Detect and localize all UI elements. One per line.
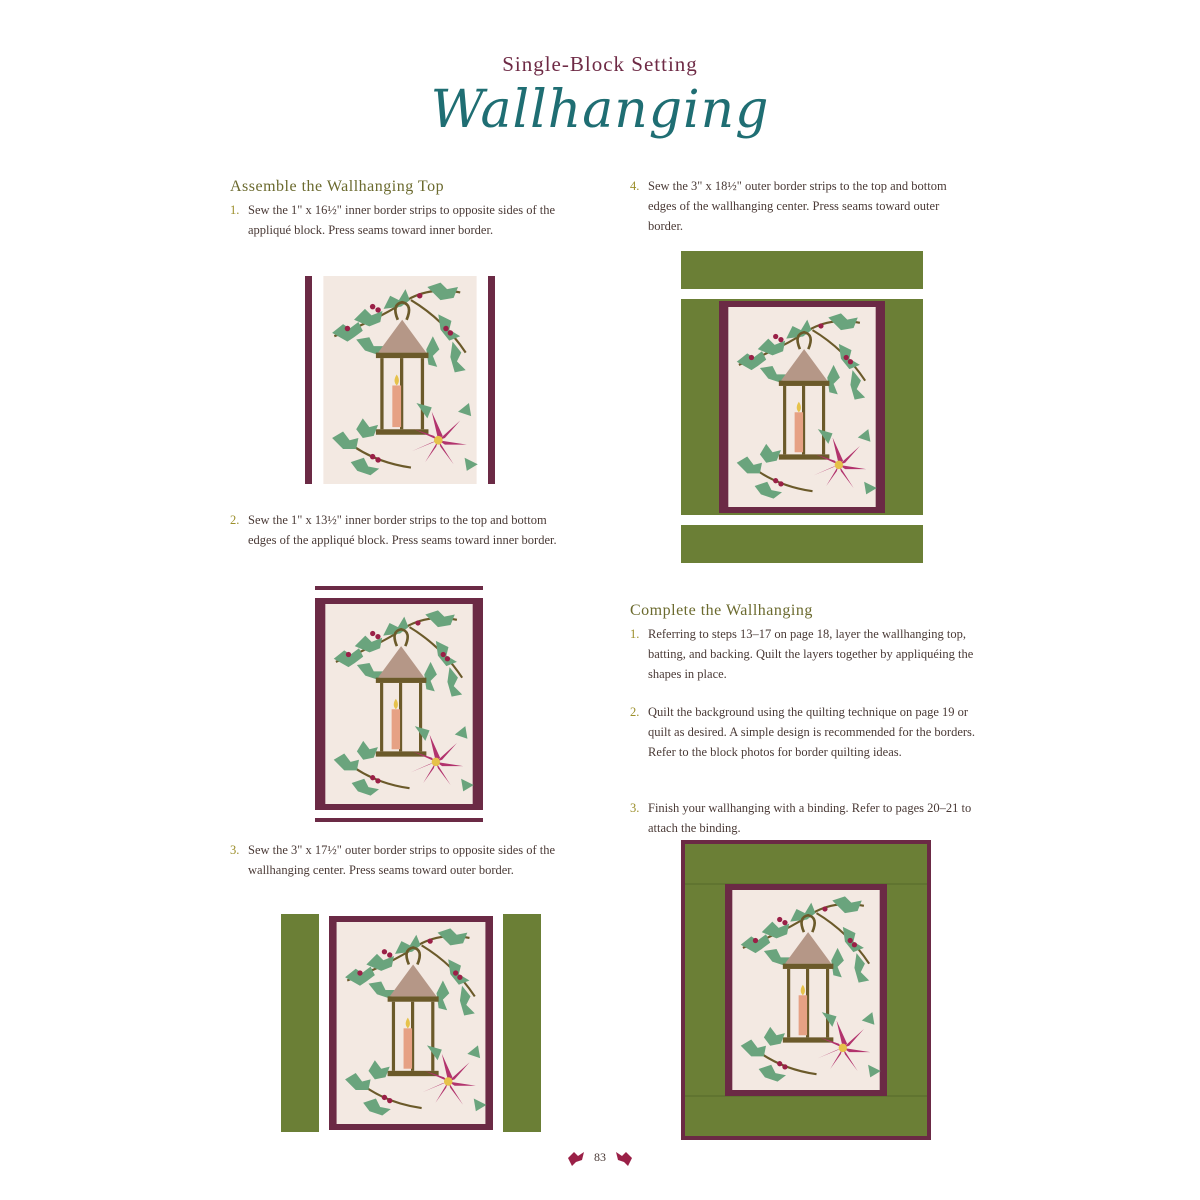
- assemble-step-2: [230, 510, 570, 570]
- step-number: 3.: [230, 843, 240, 857]
- page-number: 83: [594, 1150, 606, 1164]
- step-number: 1.: [630, 627, 640, 641]
- holly-leaf-right-icon: [614, 1150, 634, 1166]
- diagram-finished: [681, 840, 931, 1140]
- step-number: 3.: [630, 801, 640, 815]
- step-text: Referring to steps 13–17 on page 18, layer the wallhanging top, batting, and backing. Quilt the layers together by appliquéing the shapes in place.: [648, 627, 974, 681]
- step-text: Sew the 3" x 18½" outer border strips to the top and bottom edges of the wallhanging center. Press seams toward outer border.: [648, 179, 947, 233]
- assemble-heading: Assemble the Wallhanging Top: [230, 178, 445, 195]
- complete-step-2: [630, 702, 975, 782]
- diagram-step-4: [681, 251, 923, 563]
- complete-heading: Complete the Wallhanging: [630, 602, 813, 619]
- assemble-step-4: [630, 176, 975, 236]
- diagram-step-3: [281, 914, 541, 1132]
- step-number: 4.: [630, 179, 640, 193]
- step-number: 2.: [630, 705, 640, 719]
- step-number: 1.: [230, 203, 240, 217]
- holly-leaf-left-icon: [566, 1150, 586, 1166]
- step-text: Finish your wallhanging with a binding. Refer to pages 20–21 to attach the binding.: [648, 801, 972, 835]
- page-title: Wallhanging: [430, 80, 770, 140]
- assemble-step-3: [230, 840, 570, 900]
- page-subtitle: Single-Block Setting: [502, 52, 698, 76]
- step-text: Sew the 1" x 13½" inner border strips to the top and bottom edges of the appliqué block. Press seams toward inner border.: [248, 513, 557, 547]
- step-text: Sew the 1" x 16½" inner border strips to opposite sides of the appliqué block. Press seams toward inner border.: [248, 203, 556, 237]
- complete-step-3: [630, 798, 975, 838]
- complete-step-1: [630, 624, 975, 684]
- assemble-step-1: [230, 200, 560, 260]
- step-text: Sew the 3" x 17½" outer border strips to opposite sides of the wallhanging center. Press seams toward outer border.: [248, 843, 556, 877]
- step-number: 2.: [230, 513, 240, 527]
- diagram-step-2: [315, 586, 483, 822]
- step-text: Quilt the background using the quilting technique on page 19 or quilt as desired. A simple design is recommended for the borders. Refer to the block photos for border quilting ideas.: [648, 705, 976, 759]
- diagram-step-1: [305, 276, 495, 484]
